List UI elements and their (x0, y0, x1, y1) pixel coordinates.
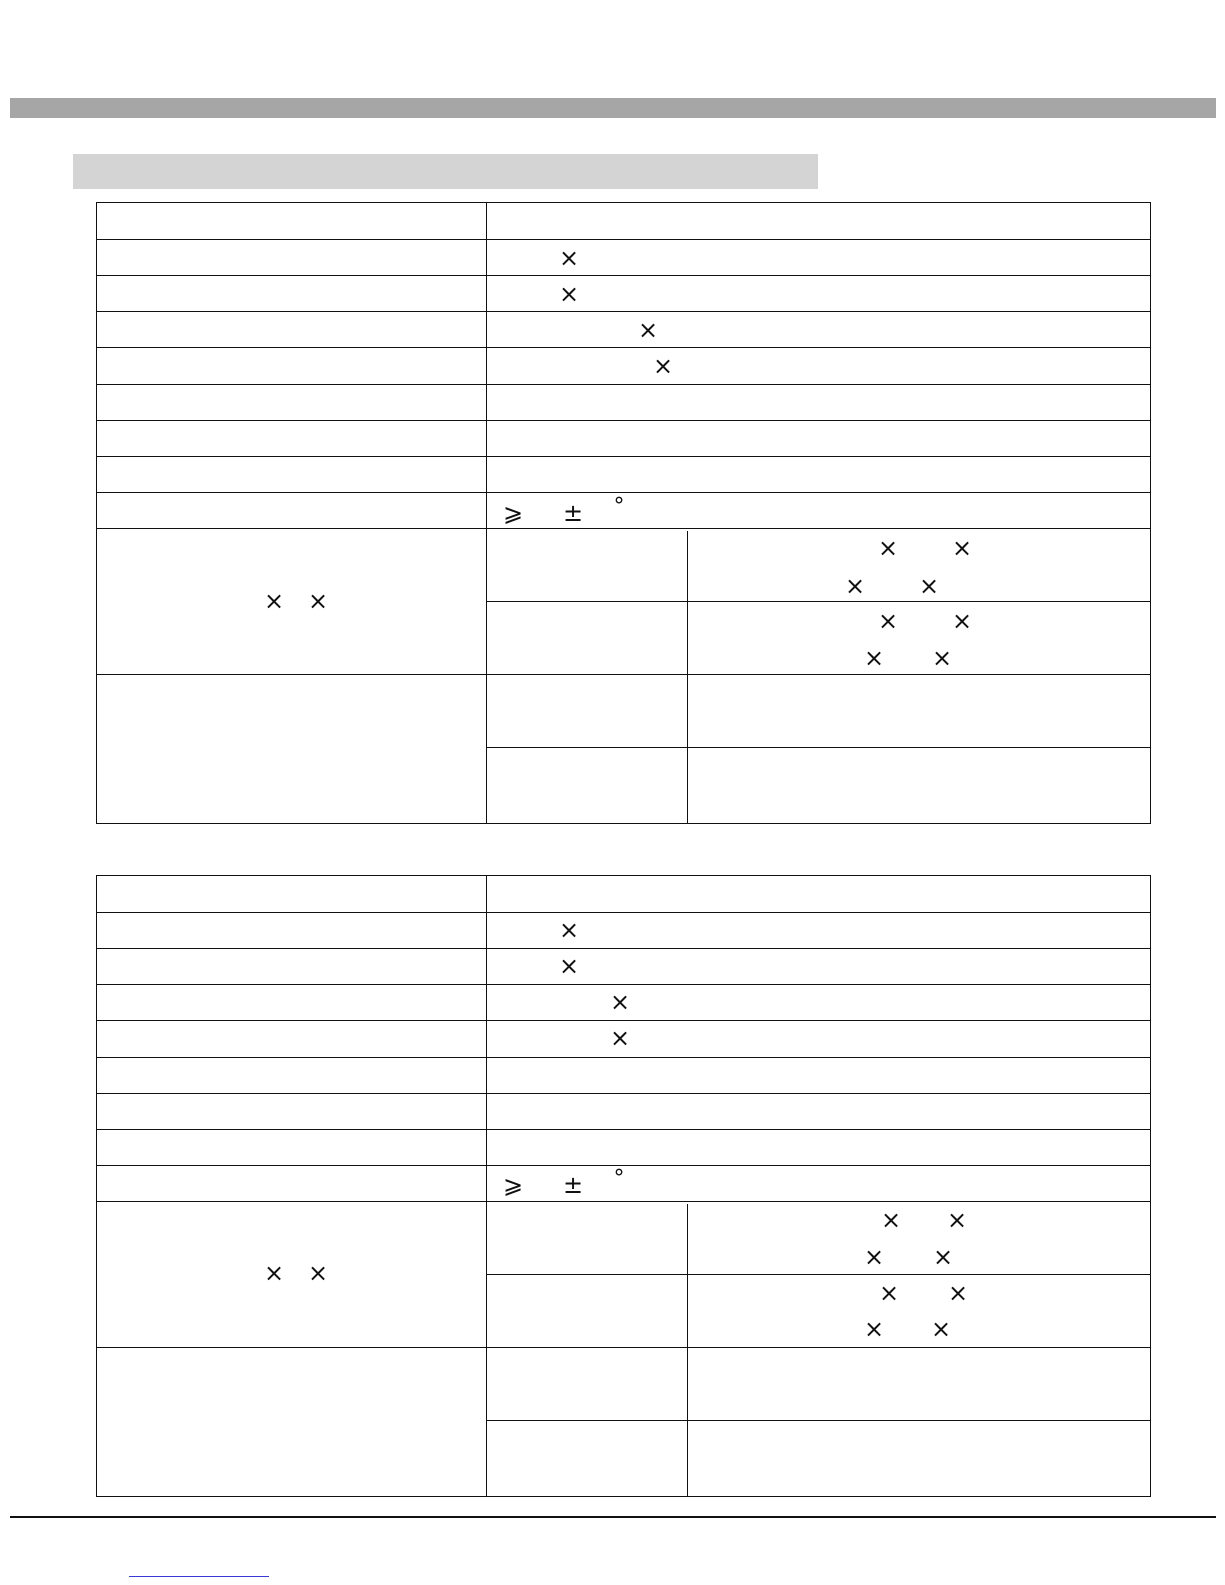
times-symbol: × (307, 1259, 329, 1287)
times-symbol: × (877, 607, 899, 635)
table-subcol-divider (687, 1204, 688, 1496)
section-title-bar (73, 154, 818, 189)
times-symbol: × (558, 280, 580, 308)
times-symbol: × (880, 1206, 902, 1234)
times-symbol: × (652, 352, 674, 380)
table-row-line (97, 674, 1150, 675)
times-symbol: × (877, 534, 899, 562)
times-symbol: × (558, 244, 580, 272)
table-row-line (97, 912, 1150, 913)
table-row-line (97, 456, 1150, 457)
plus-minus-symbol: ± (562, 1171, 584, 1199)
times-symbol: × (263, 1259, 285, 1287)
times-symbol: × (932, 1243, 954, 1271)
times-symbol: × (609, 1024, 631, 1052)
degree-symbol: ° (613, 1166, 625, 1191)
table-row-line (97, 492, 1150, 493)
table-row-line (97, 948, 1150, 949)
times-symbol: × (878, 1279, 900, 1307)
table-subcol-divider (687, 531, 688, 823)
table-row-line (97, 239, 1150, 240)
table-row-line (97, 1347, 1150, 1348)
table-subrow-line (486, 1274, 1150, 1275)
times-symbol: × (609, 988, 631, 1016)
times-symbol: × (558, 952, 580, 980)
spec-table-2 (96, 875, 1151, 1497)
table-row-line (97, 1020, 1150, 1021)
table-col-divider (486, 203, 487, 823)
table-subrow-line (486, 601, 1150, 602)
table-row-line (97, 275, 1150, 276)
times-symbol: × (637, 316, 659, 344)
geq-symbol: ⩾ (502, 1171, 524, 1199)
times-symbol: × (931, 644, 953, 672)
footer-divider (10, 1516, 1216, 1518)
times-symbol: × (946, 1206, 968, 1234)
times-symbol: × (263, 587, 285, 615)
table-row-line (97, 1201, 1150, 1202)
times-symbol: × (558, 916, 580, 944)
header-bar (10, 98, 1216, 118)
times-symbol: × (930, 1315, 952, 1343)
spec-table-1 (96, 202, 1151, 824)
footer-link-underline[interactable] (129, 1576, 269, 1577)
table-row-line (97, 1093, 1150, 1094)
plus-minus-symbol: ± (562, 499, 584, 527)
times-symbol: × (863, 644, 885, 672)
table-row-line (97, 311, 1150, 312)
table-row-line (97, 1129, 1150, 1130)
table-row-line (97, 384, 1150, 385)
times-symbol: × (844, 572, 866, 600)
table-row-line (97, 984, 1150, 985)
degree-symbol: ° (613, 494, 625, 519)
geq-symbol: ⩾ (502, 499, 524, 527)
table-col-divider (486, 876, 487, 1496)
table-row-line (97, 347, 1150, 348)
table-row-line (97, 1057, 1150, 1058)
table-subrow-line (486, 747, 1150, 748)
times-symbol: × (918, 572, 940, 600)
times-symbol: × (947, 1279, 969, 1307)
times-symbol: × (951, 534, 973, 562)
times-symbol: × (863, 1243, 885, 1271)
times-symbol: × (307, 587, 329, 615)
times-symbol: × (951, 607, 973, 635)
table-row-line (97, 528, 1150, 529)
table-subrow-line (486, 1420, 1150, 1421)
times-symbol: × (863, 1315, 885, 1343)
table-row-line (97, 420, 1150, 421)
